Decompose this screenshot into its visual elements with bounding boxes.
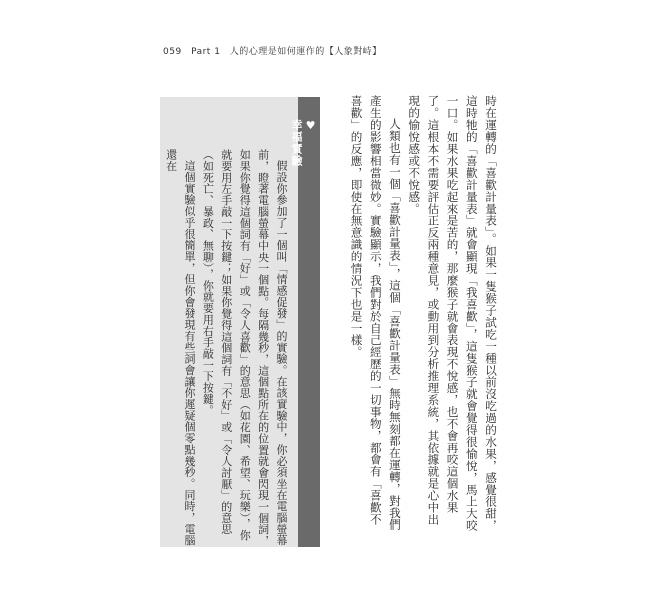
chapter-title: 人的心理是如何運作的【人象對峙】 (229, 47, 382, 57)
page-header (163, 44, 388, 57)
sidebar-tab-label (288, 119, 317, 167)
heart-icon: ♥ (304, 119, 317, 133)
sidebar-paragraph-2: 這個實驗似乎很簡單，但你會發現有些詞會讓你遲疑個零點幾秒。同時，電腦還在 (164, 149, 196, 546)
page-number: 059 (163, 47, 182, 57)
main-paragraph-1: 時在運轉的「喜歡計量表」。如果一隻猴子試吃一種以前沒吃過的水果，感覺很甜，這時牠的「喜歡計量表」就會顯現「我喜歡」，這隻猴子就會覺得很愉悅，馬上大咬一口。如果水果吃起來是苦的，那麼猴子就會表現不悅感，也不會再咬這個水果了。這根本不需要評估正反兩種意見，或動用到分析推理系統，其依據就是心中出現的愉悅感或不悅感。 (407, 95, 498, 532)
sidebar-paragraph-1: 假設你參加了一個叫「情感促發」的實驗。在該實驗中，你必須坐在電腦螢幕前，瞪著電腦螢幕中央一個點。每隔幾秒，這個點所在的位置就會閃現一個詞，如果你覺得這個詞有「好」或「令人喜歡」的意思（如花園、希望、玩樂），你就要用左手敲一下按鍵；如果你覺得這個詞有「不好」或「令人討厭」的意思（如死亡、暴政、無聊），你就要用右手敲一下按鍵。 (201, 149, 288, 547)
sidebar-title: 幸福實驗 (290, 119, 303, 167)
main-paragraph-2: 人類也有一個「喜歡計量表」，這個「喜歡計量表」無時無刻都在運轉，對我們產生的影響相當微妙。實驗顯示，我們對於自己經歷的一切事物，都會有「喜歡不喜歡」的反應，即使在無意識的情況下也是一樣。 (349, 95, 402, 531)
part-label: Part 1 (191, 47, 221, 57)
sidebar-body-text (164, 149, 290, 549)
experiment-sidebar (160, 97, 320, 547)
sidebar-tab (290, 97, 320, 547)
